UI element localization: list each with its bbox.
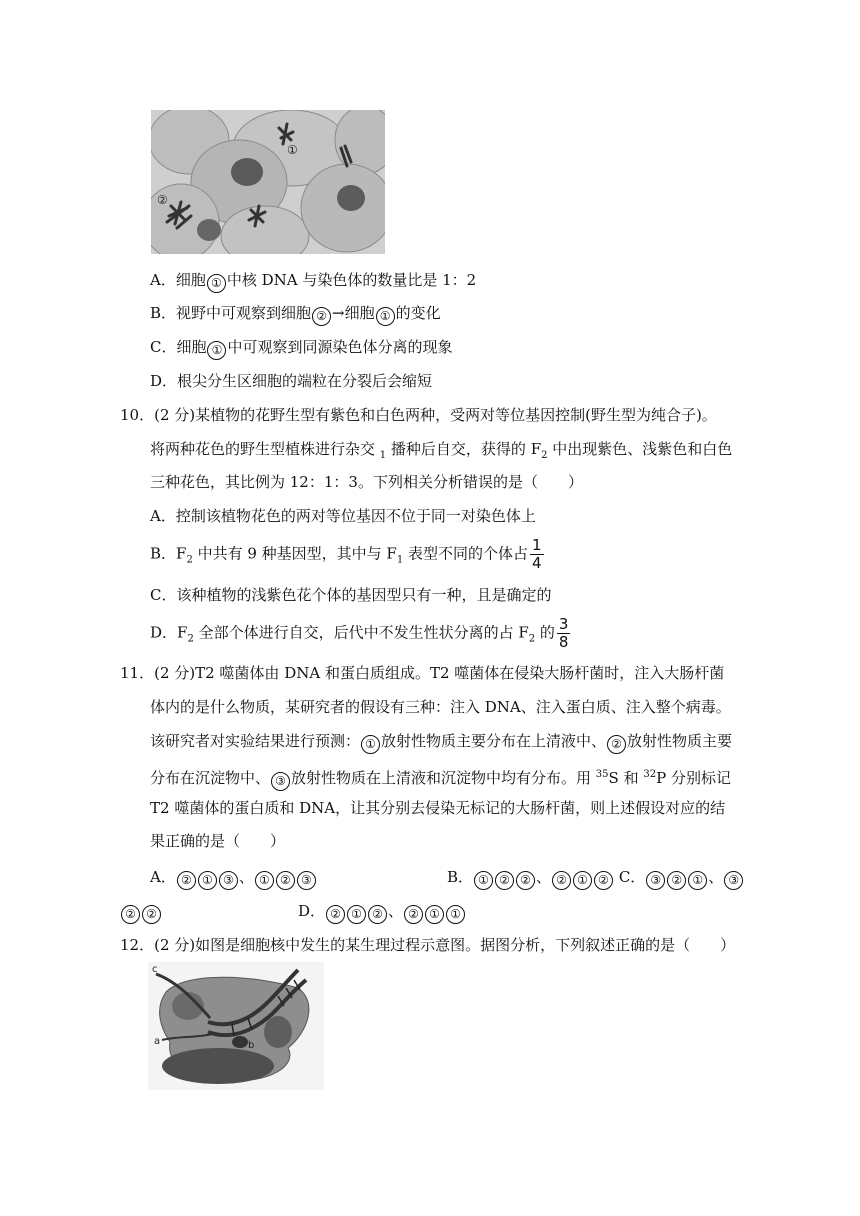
circled-number: ② xyxy=(594,871,613,890)
q10-d-1: D．F xyxy=(150,623,188,642)
q10-line2-a: 将两种花色的野生型植株进行杂交 xyxy=(150,440,380,458)
circled-number: ① xyxy=(207,341,226,360)
separator: 、 xyxy=(536,868,552,886)
circled-number: ② xyxy=(312,307,331,326)
q11-line4-d: P 分别标记 xyxy=(656,769,731,787)
circled-number: ① xyxy=(573,871,592,890)
figure-label-1: ① xyxy=(287,143,298,157)
q10-option-a[interactable]: A．控制该植物花色的两对等位基因不位于同一对染色体上 xyxy=(150,507,536,525)
circled-number: ① xyxy=(446,905,465,924)
q10-b-2: 中共有 9 种基因型，其中与 F xyxy=(192,544,397,563)
q11-stem-line-4 xyxy=(150,764,731,791)
circled-number: ③ xyxy=(271,772,290,791)
separator: 、 xyxy=(238,868,254,886)
q10-d-2: 全部个体进行自交，后代中不发生性状分离的占 F xyxy=(193,623,529,642)
circled-number: ③ xyxy=(646,871,665,890)
separator: 、 xyxy=(708,868,724,886)
circled-number: ① xyxy=(376,307,395,326)
circled-number: ② xyxy=(142,905,161,924)
q10-option-d[interactable] xyxy=(150,616,570,651)
q9-option-b[interactable] xyxy=(150,302,441,326)
fraction-one-quarter xyxy=(530,537,544,572)
sup-32: 32 xyxy=(643,769,657,780)
circled-number: ① xyxy=(255,871,274,890)
q11-a-prefix: A． xyxy=(150,868,176,886)
diagram-label-c: c xyxy=(152,964,158,975)
diagram-label-a: a xyxy=(154,1036,161,1047)
q10-line2-c: 中出现紫色、浅紫色和白色 xyxy=(547,440,733,458)
q10-stem-line-2 xyxy=(150,438,732,467)
q9-option-c[interactable] xyxy=(150,336,453,360)
fraction-numerator: 1 xyxy=(532,536,542,554)
q9-option-b-text-1: B．视野中可观察到细胞 xyxy=(150,304,312,322)
q11-line4-b: 放射性物质在上清液和沉淀物中均有分布。用 xyxy=(291,769,596,787)
q10-line2-sub2: 2 xyxy=(541,450,548,461)
q11-stem-line-1: 11．(2 分)T2 噬菌体由 DNA 和蛋白质组成。T2 噬菌体在侵染大肠杆菌时，注入大肠杆菌 xyxy=(120,664,725,682)
q9-option-a[interactable] xyxy=(150,269,476,293)
circled-number: ② xyxy=(276,871,295,890)
q11-option-c-cont-and-d[interactable] xyxy=(120,900,162,924)
q10-d-sub: 2 xyxy=(187,633,194,645)
q9-option-b-text-3: 的变化 xyxy=(395,304,441,322)
circled-number: ① xyxy=(207,274,226,293)
sup-35: 35 xyxy=(595,769,609,780)
fraction-three-eighths xyxy=(557,616,571,651)
q9-option-a-text-1: A．细胞 xyxy=(150,271,206,289)
q10-b-1: B．F xyxy=(150,544,187,563)
circled-number: ① xyxy=(347,905,366,924)
q10-b-3: 表型不同的个体占 xyxy=(403,544,528,563)
circled-number: ① xyxy=(361,735,380,754)
fraction-numerator: 3 xyxy=(558,615,569,633)
q11-line3-c: 放射性物质主要 xyxy=(627,732,733,750)
q11-stem-line-3 xyxy=(150,730,732,754)
q11-line4-c: S 和 xyxy=(608,769,644,787)
q9-option-d[interactable]: D．根尖分生区细胞的端粒在分裂后会缩短 xyxy=(150,372,433,390)
q9-option-a-text-2: 中核 DNA 与染色体的数量比是 1：2 xyxy=(226,271,477,289)
q11-stem-line-6: 果正确的是（ ） xyxy=(150,832,286,850)
circled-number: ② xyxy=(667,871,686,890)
figure-label-2: ② xyxy=(157,193,168,207)
q10-option-c[interactable]: C．该种植物的浅紫色花个体的基因型只有一种，且是确定的 xyxy=(150,586,552,604)
circled-number: ③ xyxy=(724,871,743,890)
circled-number: ② xyxy=(121,905,140,924)
circled-number: ③ xyxy=(297,871,316,890)
fraction-denominator: 8 xyxy=(558,633,569,651)
diagram-label-b: b xyxy=(248,1040,255,1051)
cell-division-micrograph xyxy=(151,110,385,254)
q9-option-c-text-1: C．细胞 xyxy=(150,338,207,356)
circled-number: ② xyxy=(326,905,345,924)
q11-stem-line-2: 体内的是什么物质，某研究者的假设有三种：注入 DNA、注入蛋白质、注入整个病毒。 xyxy=(150,698,731,716)
circled-number: ② xyxy=(516,871,535,890)
q11-c-prefix: C． xyxy=(614,868,646,886)
transcription-diagram xyxy=(148,962,324,1090)
q9-option-c-text-2: 中可观察到同源染色体分离的现象 xyxy=(227,338,453,356)
circled-number: ① xyxy=(474,871,493,890)
circled-number: ① xyxy=(198,871,217,890)
circled-number: ② xyxy=(607,735,626,754)
q10-line2-sub: 1 xyxy=(379,450,387,461)
q10-stem-line-1: 10．(2 分)某植物的花野生型有紫色和白色两种，受两对等位基因控制(野生型为纯合子)。 xyxy=(120,406,717,424)
circled-number: ① xyxy=(425,905,444,924)
q10-stem-line-3: 三种花色，其比例为 12：1：3。下列相关分析错误的是（ ） xyxy=(150,473,583,491)
circled-number: ② xyxy=(495,871,514,890)
q11-line3-a: 该研究者对实验结果进行预测： xyxy=(150,732,361,750)
q10-b-sub2: 1 xyxy=(396,554,404,566)
circled-number: ① xyxy=(688,871,707,890)
q11-d-prefix: D． xyxy=(298,902,326,920)
q9-option-b-text-2: →细胞 xyxy=(332,304,375,322)
q12-stem-line-1: 12．(2 分)如图是细胞核中发生的某生理过程示意图。据图分析，下列叙述正确的是（ ） xyxy=(120,936,736,954)
q11-b-prefix: B． xyxy=(447,868,474,886)
separator: 、 xyxy=(388,902,404,920)
circled-number: ② xyxy=(404,905,423,924)
circled-number: ② xyxy=(368,905,387,924)
q10-line2-b: 播种后自交，获得的 F xyxy=(386,440,542,458)
fraction-denominator: 4 xyxy=(532,554,542,572)
q10-b-sub: 2 xyxy=(186,554,193,566)
q10-option-b[interactable] xyxy=(150,537,544,572)
q11-line4-a: 分布在沉淀物中、 xyxy=(150,769,271,787)
q11-option-b-and-c[interactable] xyxy=(447,866,744,890)
q10-d-sub2: 2 xyxy=(528,633,536,645)
q11-option-a[interactable] xyxy=(150,866,317,890)
q11-stem-line-5: T2 噬菌体的蛋白质和 DNA，让其分别去侵染无标记的大肠杆菌，则上述假设对应的结 xyxy=(150,799,726,817)
circled-number: ② xyxy=(552,871,571,890)
circled-number: ③ xyxy=(219,871,238,890)
q11-option-d[interactable] xyxy=(298,900,466,924)
q10-d-3: 的 xyxy=(535,623,555,642)
circled-number: ② xyxy=(177,871,196,890)
q11-line3-b: 放射性物质主要分布在上清液中、 xyxy=(381,732,607,750)
